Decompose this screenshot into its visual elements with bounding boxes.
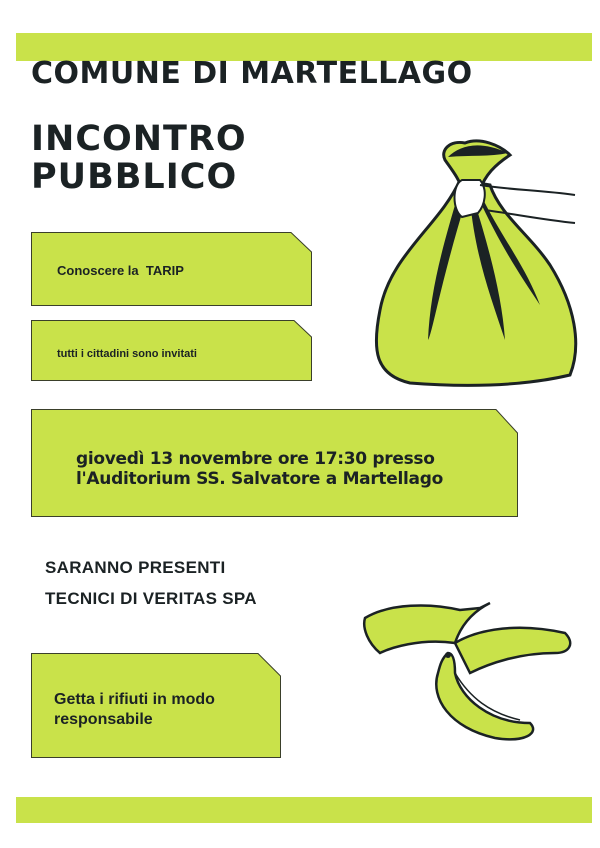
event-box — [31, 409, 518, 517]
slogan-text — [54, 690, 215, 730]
topic-box — [31, 232, 312, 306]
organization-title: COMUNE DI MARTELLAGO — [31, 56, 473, 91]
invite-box — [31, 320, 312, 381]
headline-line-2: PUBBLICO — [31, 157, 238, 197]
slogan-box — [31, 653, 281, 758]
headline-line-1: INCONTRO — [31, 119, 247, 159]
headline — [31, 120, 247, 196]
bottom-accent-bar — [16, 797, 592, 823]
event-location: l'Auditorium SS. Salvatore a Martellago — [76, 469, 443, 489]
speakers-line-1: SARANNO PRESENTI — [45, 558, 226, 577]
event-text — [76, 449, 443, 489]
trash-bag-illustration — [370, 135, 585, 390]
invite-text: tutti i cittadini sono invitati — [57, 348, 197, 360]
banana-peel-illustration — [360, 598, 580, 743]
speakers-line-2: TECNICI DI VERITAS SPA — [45, 589, 257, 608]
topic-text: Conoscere la TARIP — [57, 263, 184, 278]
slogan-line-1: Getta i rifiuti in modo — [54, 691, 215, 708]
event-date-time: giovedì 13 novembre ore 17:30 presso — [76, 449, 435, 469]
slogan-line-2: responsabile — [54, 711, 153, 728]
